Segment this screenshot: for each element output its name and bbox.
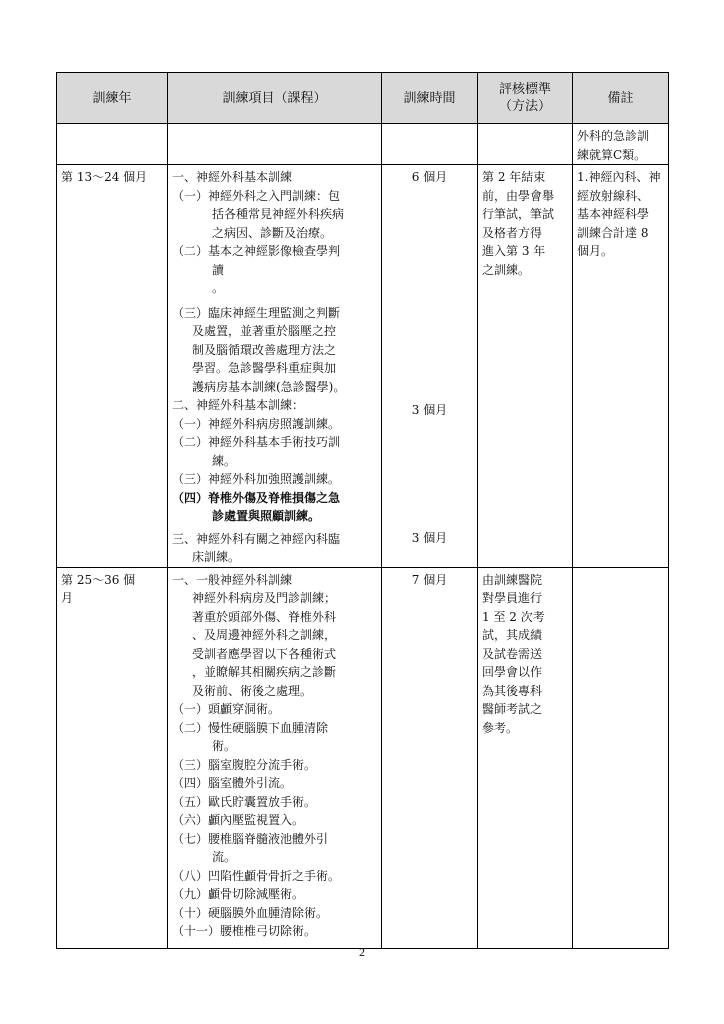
item-line: 制及腦循環改善處理方法之: [192, 342, 337, 357]
eval-line: 1 至 2 次考: [482, 609, 545, 624]
header-remark: 備註: [573, 73, 669, 124]
item-line: 受訓者應學習以下各種術式: [192, 646, 337, 661]
time-value: 3 個月: [411, 403, 448, 417]
time-value: 3 個月: [411, 531, 448, 545]
header-eval: [478, 73, 573, 124]
year-label: 第 13～24 個月: [61, 170, 148, 184]
page-number: 2: [359, 945, 365, 959]
item-line: 護病房基本訓練(急診醫學)。: [192, 379, 346, 394]
eval-line: 及格者方得: [482, 225, 543, 240]
item-line: （二）基本之神經影像檢查學判: [172, 244, 341, 258]
item-lines: [168, 165, 381, 567]
item-line: （三）神經外科加強照護訓練。: [172, 472, 341, 486]
item-line: 讀: [212, 262, 225, 277]
row2-eval: [478, 567, 573, 948]
eval-lines: [478, 165, 572, 279]
eval-line: 進入第 3 年: [482, 244, 546, 258]
remark-line: 練就算C類。: [577, 147, 647, 162]
row0-items: [168, 124, 382, 165]
remark-lines: [573, 124, 668, 164]
remark-line: 1.神經內科、神: [577, 170, 661, 184]
item-line: 之病因、診斷及治療。: [212, 225, 333, 240]
header-items: 訓練項目（課程）: [168, 73, 382, 124]
table-row: [57, 567, 669, 948]
item-line: 、及周邊神經外科之訓練，: [192, 628, 337, 642]
header-eval-line: 評核標準: [498, 82, 551, 97]
eval-line: 第 2 年結束: [482, 170, 546, 184]
item-line: 練。: [212, 453, 237, 468]
row0-eval: [478, 124, 573, 165]
row0-year: [57, 124, 168, 165]
item-line: （三）臨床神經生理監測之判斷: [172, 305, 341, 320]
item-lines: [168, 568, 381, 941]
item-line: 一、一般神經外科訓練: [172, 572, 293, 587]
remark-line: 基本神經科學: [577, 207, 650, 221]
eval-line: 行筆試，筆試: [482, 207, 555, 221]
item-line: （五）歐氏貯囊置放手術。: [172, 794, 317, 809]
table-row: [57, 165, 669, 568]
row1-year: [57, 165, 168, 568]
training-table: [56, 72, 669, 949]
eval-line: 參考。: [482, 720, 519, 735]
row1-remark: [573, 165, 669, 568]
item-line: （十）硬腦膜外血腫清除術。: [172, 905, 329, 920]
item-line: 二、神經外科基本訓練：: [172, 398, 305, 412]
item-line: 及處置，並著重於腦壓之控: [192, 324, 337, 338]
item-line: （八）凹陷性顱骨骨折之手術。: [172, 868, 341, 883]
item-line: （一）神經外科之入門訓練：包: [172, 188, 341, 203]
item-line: 流。: [212, 850, 237, 864]
item-line: （十一）腰椎椎弓切除術。: [172, 924, 317, 938]
item-line: 著重於頭部外傷、脊椎外科: [192, 609, 337, 624]
item-line: （三）腦室腹腔分流手術。: [172, 757, 317, 772]
eval-line: 由訓練醫院: [482, 572, 543, 587]
item-line: （七）腰椎腦脊髓液池體外引: [172, 831, 329, 846]
item-line: 及術前、術後之處理。: [192, 683, 313, 698]
eval-line: 回學會以作: [482, 665, 543, 679]
remark-line: 個月。: [577, 244, 614, 258]
eval-line: 試，其成績: [482, 628, 543, 642]
header-row: [57, 73, 669, 124]
eval-line: 之訓練。: [482, 262, 531, 277]
eval-line: 為其後專科: [482, 683, 543, 698]
item-line: （一）神經外科病房照護訓練。: [172, 416, 341, 431]
remark-lines: [573, 165, 668, 261]
row2-remark: [573, 567, 669, 948]
year-line: 第 25～36 個: [61, 572, 136, 587]
item-line: 。: [212, 281, 225, 295]
item-line: （四）脊椎外傷及脊椎損傷之急: [172, 490, 341, 505]
eval-line: 醫師考試之: [482, 702, 543, 716]
item-line: ，並瞭解其相關疾病之診斷: [192, 665, 337, 679]
item-line: 術。: [212, 739, 237, 753]
header-eval-line: （方法）: [498, 99, 551, 114]
time-value: 6 個月: [411, 170, 448, 184]
year-label: [57, 568, 167, 608]
item-line: 學習。急診醫學科重症與加: [192, 361, 337, 375]
row0-time: [382, 124, 478, 165]
eval-lines: [478, 568, 572, 738]
year-line: 月: [61, 591, 74, 605]
item-line: （二）神經外科基本手術技巧訓: [172, 435, 341, 449]
item-line: （九）顱骨切除減壓術。: [172, 887, 305, 901]
eval-line: 及試卷需送: [482, 646, 543, 661]
row1-items: [168, 165, 382, 568]
eval-line: 前，由學會舉: [482, 188, 555, 203]
item-line: 診處置與照顧訓練。: [212, 509, 321, 523]
item-line: 神經外科病房及門診訓練；: [192, 591, 337, 605]
header-eval-label: [478, 81, 572, 115]
item-line: 括各種常見神經外科疾病: [212, 207, 345, 221]
item-line: 床訓練。: [192, 550, 241, 564]
header-time: 訓練時間: [382, 73, 478, 124]
remark-line: 外科的急診訓: [577, 129, 650, 143]
row2-time: [382, 567, 478, 948]
row1-eval: [478, 165, 573, 568]
row2-items: [168, 567, 382, 948]
eval-line: 對學員進行: [482, 591, 543, 605]
item-line: （六）顱內壓監視置入。: [172, 813, 305, 827]
item-line: （四）腦室體外引流。: [172, 776, 293, 790]
remark-line: 訓練合計達 8: [577, 225, 649, 240]
header-year: 訓練年: [57, 73, 168, 124]
item-line: 三、神經外科有關之神經內科臨: [172, 531, 341, 546]
item-line: 一、神經外科基本訓練: [172, 170, 293, 184]
remark-line: 經放射線科、: [577, 188, 650, 203]
table-row: [57, 124, 669, 165]
row0-remark: [573, 124, 669, 165]
item-line: （一）頭顱穿洞術。: [172, 702, 281, 716]
row2-year: [57, 567, 168, 948]
time-value: 7 個月: [411, 572, 448, 587]
row1-time: [382, 165, 478, 568]
item-line: （二）慢性硬腦膜下血腫清除: [172, 720, 329, 735]
